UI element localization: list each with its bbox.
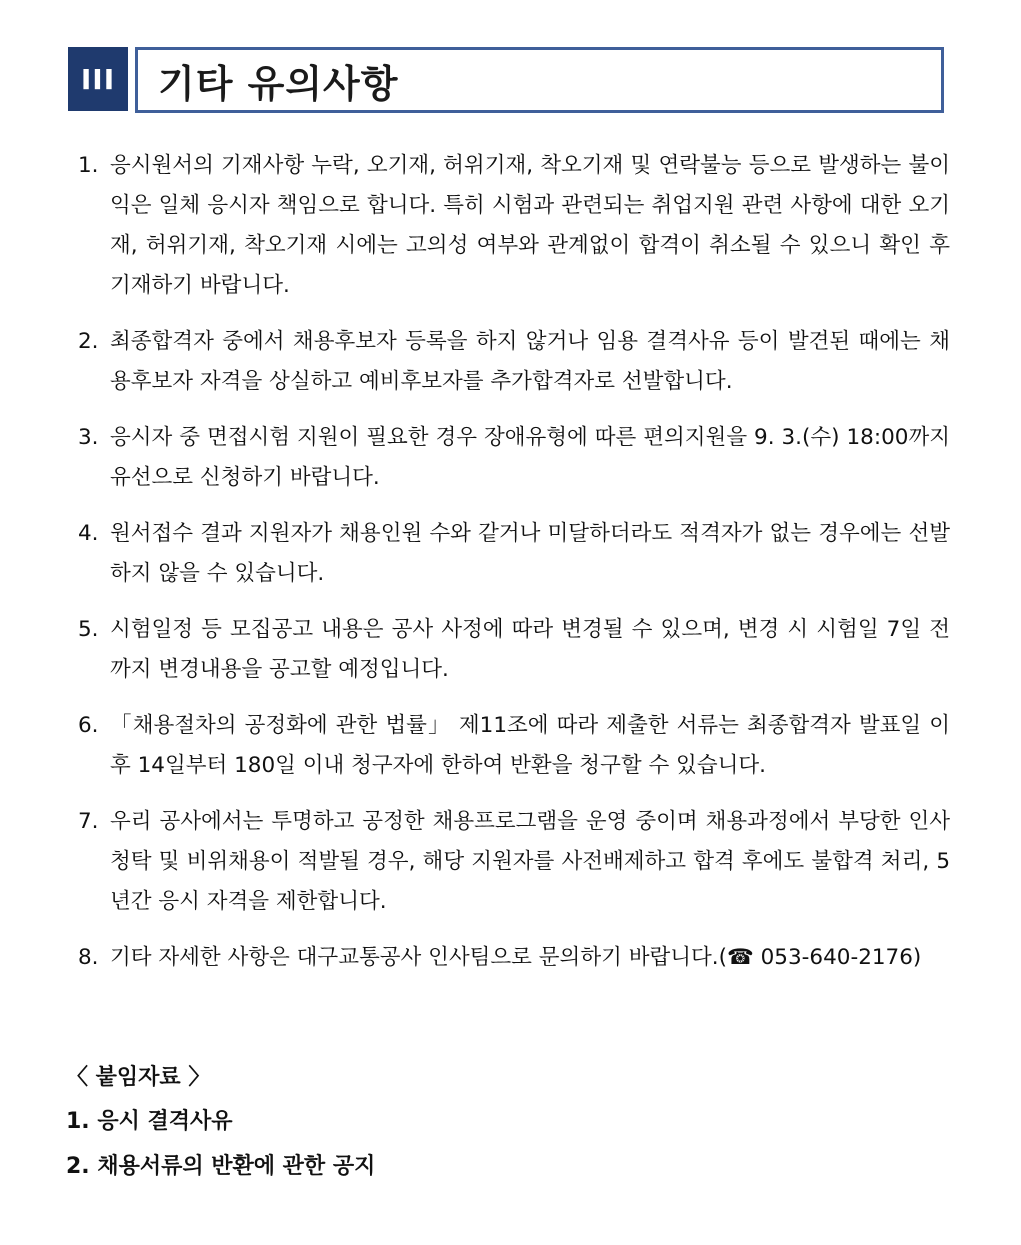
note-item: [78, 146, 950, 306]
note-item: [78, 610, 950, 690]
note-text: 시험일정 등 모집공고 내용은 공사 사정에 따라 변경될 수 있으며, 변경 시 시험일 7일 전까지 변경내용을 공고할 예정입니다.: [110, 617, 950, 682]
note-text: 응시원서의 기재사항 누락, 오기재, 허위기재, 착오기재 및 연락불능 등으로 발생하는 불이익은 일체 응시자 책임으로 합니다. 특히 시험과 관련되는 취업지원 관련 사항에 대한 오기재, 허위기재, 착오기재 시에는 고의성 여부와 관계없이 합격이 취소될 수 있으니 확인 후 기재하기 바랍니다.: [110, 153, 950, 298]
note-item: [78, 514, 950, 594]
note-item: [78, 802, 950, 922]
note-item: [78, 706, 950, 786]
note-item: [78, 938, 950, 978]
section-number-badge: III: [68, 47, 128, 111]
note-number: 5.: [78, 617, 99, 642]
note-item: [78, 418, 950, 498]
note-number: 1.: [78, 153, 99, 178]
note-text: 기타 자세한 사항은 대구교통공사 인사팀으로 문의하기 바랍니다.(☎ 053-640-2176): [110, 945, 922, 970]
note-number: 6.: [78, 713, 99, 738]
note-number: 3.: [78, 425, 99, 450]
note-number: 2.: [78, 329, 99, 354]
notes-list: [78, 146, 950, 994]
note-number: 7.: [78, 809, 99, 834]
note-number: 4.: [78, 521, 99, 546]
attachment-item: 1. 응시 결격사유: [66, 1109, 233, 1134]
note-text: 원서접수 결과 지원자가 채용인원 수와 같거나 미달하더라도 적격자가 없는 경우에는 선발하지 않을 수 있습니다.: [110, 521, 950, 586]
section-title: 기타 유의사항: [158, 61, 399, 106]
section-header: [68, 47, 942, 111]
note-text: 최종합격자 중에서 채용후보자 등록을 하지 않거나 임용 결격사유 등이 발견된 때에는 채용후보자 자격을 상실하고 예비후보자를 추가합격자로 선발합니다.: [110, 329, 950, 394]
note-text: 응시자 중 면접시험 지원이 필요한 경우 장애유형에 따른 편의지원을 9. 3.(수) 18:00까지 유선으로 신청하기 바랍니다.: [110, 425, 950, 490]
attachment-item: 2. 채용서류의 반환에 관한 공지: [66, 1154, 376, 1179]
attachments-section: [66, 1058, 666, 1192]
section-title-box: [135, 47, 944, 113]
note-item: [78, 322, 950, 402]
note-text: 우리 공사에서는 투명하고 공정한 채용프로그램을 운영 중이며 채용과정에서 부당한 인사청탁 및 비위채용이 적발될 경우, 해당 지원자를 사전배제하고 합격 후에도 불합격 처리, 5년간 응시 자격을 제한합니다.: [110, 809, 950, 914]
note-text: 「채용절차의 공정화에 관한 법률」 제11조에 따라 제출한 서류는 최종합격자 발표일 이후 14일부터 180일 이내 청구자에 한하여 반환을 청구할 수 있습니다.: [110, 713, 950, 778]
attachments-heading: 〈 붙임자료 〉: [66, 1065, 211, 1090]
note-number: 8.: [78, 945, 99, 970]
